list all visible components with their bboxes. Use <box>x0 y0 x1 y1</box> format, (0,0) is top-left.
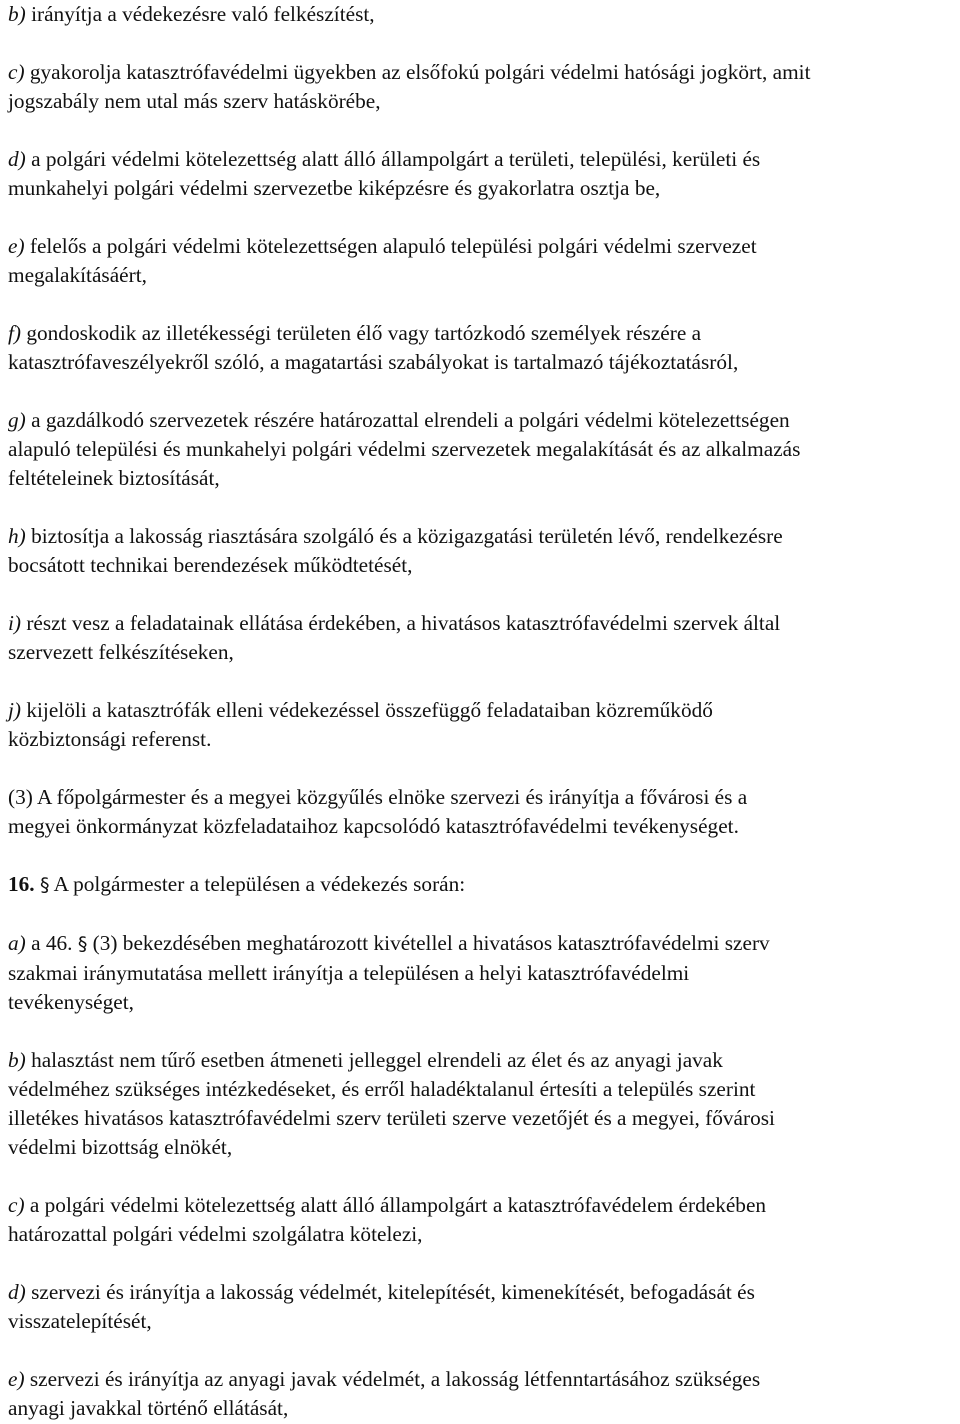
item-text: közbiztonsági referenst. <box>8 727 212 751</box>
paragraph-3 <box>8 783 954 841</box>
item-text: kijelöli a katasztrófák elleni védekezéssel összefüggő feladataiban közreműködő <box>26 698 713 722</box>
section-sign: § <box>77 933 88 955</box>
item-text: biztosítja a lakosság riasztására szolgáló és a közigazgatási területén lévő, rendelkezésre <box>31 524 783 548</box>
list-item-f <box>8 319 954 377</box>
item-marker: d) <box>8 1280 26 1304</box>
section-item-b <box>8 1046 954 1162</box>
item-text: halasztást nem tűrő esetben átmeneti jelleggel elrendeli az élet és az anyagi javak <box>31 1048 723 1072</box>
item-text: irányítja a védekezésre való felkészítést, <box>31 2 375 26</box>
item-marker: a) <box>8 931 26 955</box>
list-item-b <box>8 0 954 29</box>
list-item-d <box>8 145 954 203</box>
item-text: munkahelyi polgári védelmi szervezetbe kiképzésre és gyakorlatra osztja be, <box>8 176 661 200</box>
item-text: a 46. <box>31 931 73 955</box>
list-item-i <box>8 609 954 667</box>
item-text: védelméhez szükséges intézkedéseket, és erről haladéktalanul értesíti a település szerint <box>8 1077 756 1101</box>
item-text: tevékenységet, <box>8 990 134 1014</box>
item-text: gondoskodik az illetékességi területen élő vagy tartózkodó személyek részére a <box>26 321 702 345</box>
list-item-g <box>8 406 954 493</box>
item-marker: d) <box>8 147 26 171</box>
item-text: gyakorolja katasztrófavédelmi ügyekben az elsőfokú polgári védelmi hatósági jogkört, amit <box>29 60 811 84</box>
item-text: részt vesz a feladatainak ellátása érdekében, a hivatásos katasztrófavédelmi szervek által <box>26 611 781 635</box>
item-text: felelős a polgári védelmi kötelezettségen alapuló települési polgári védelmi szervezet <box>29 234 757 258</box>
item-text: (3) bekezdésében meghatározott kivétellel a hivatásos katasztrófavédelmi szerv <box>92 931 770 955</box>
item-marker: e) <box>8 1367 25 1391</box>
item-text: feltételeinek biztosítását, <box>8 466 220 490</box>
item-text: szervezett felkészítéseken, <box>8 640 234 664</box>
item-marker: b) <box>8 1048 26 1072</box>
section-item-a <box>8 929 954 1017</box>
item-text: anyagi javakkal történő ellátását, <box>8 1396 289 1420</box>
section-heading <box>8 870 954 900</box>
item-text: a polgári védelmi kötelezettség alatt álló állampolgárt a területi, települési, kerületi és <box>31 147 761 171</box>
item-text: szervezi és irányítja a lakosság védelmét, kitelepítését, kimenekítését, befogadását és <box>31 1280 755 1304</box>
list-item-h <box>8 522 954 580</box>
section-item-e <box>8 1365 954 1423</box>
paragraph-text: megyei önkormányzat közfeladataihoz kapcsolódó katasztrófavédelmi tevékenységet. <box>8 814 739 838</box>
item-text: illetékes hivatásos katasztrófavédelmi szerv területi szerve vezetőjét és a megyei, fővárosi <box>8 1106 775 1130</box>
section-number: 16. <box>8 872 35 896</box>
item-marker: c) <box>8 1193 25 1217</box>
section-item-d <box>8 1278 954 1336</box>
item-marker: e) <box>8 234 25 258</box>
item-text: alapuló települési és munkahelyi polgári védelmi szervezetek megalakítását és az alkalmazás <box>8 437 801 461</box>
item-text: bocsátott technikai berendezések működtetését, <box>8 553 413 577</box>
item-text: szervezi és irányítja az anyagi javak védelmét, a lakosság létfenntartásához szükséges <box>29 1367 761 1391</box>
item-text: a gazdálkodó szervezetek részére határozattal elrendeli a polgári védelmi kötelezettségen <box>31 408 790 432</box>
list-item-c <box>8 58 954 116</box>
item-text: visszatelepítését, <box>8 1309 152 1333</box>
list-item-j <box>8 696 954 754</box>
item-marker: f) <box>8 321 22 345</box>
item-text: szakmai iránymutatása mellett irányítja a településen a helyi katasztrófavédelmi <box>8 961 690 985</box>
section-sign: § <box>39 874 50 896</box>
document-page <box>8 0 954 1423</box>
section-item-c <box>8 1191 954 1249</box>
item-text: katasztrófaveszélyekről szóló, a magatartási szabályokat is tartalmazó tájékoztatásról, <box>8 350 739 374</box>
item-marker: g) <box>8 408 26 432</box>
item-text: megalakításáért, <box>8 263 147 287</box>
item-text: védelmi bizottság elnökét, <box>8 1135 233 1159</box>
item-marker: h) <box>8 524 26 548</box>
item-text: jogszabály nem utal más szerv hatáskörébe, <box>8 89 381 113</box>
section-title: A polgármester a településen a védekezés során: <box>53 872 466 896</box>
list-item-e <box>8 232 954 290</box>
item-marker: b) <box>8 2 26 26</box>
item-text: a polgári védelmi kötelezettség alatt álló állampolgárt a katasztrófavédelem érdekében <box>29 1193 767 1217</box>
item-marker: j) <box>8 698 22 722</box>
item-marker: c) <box>8 60 25 84</box>
item-marker: i) <box>8 611 22 635</box>
paragraph-text: (3) A főpolgármester és a megyei közgyűlés elnöke szervezi és irányítja a fővárosi és a <box>8 785 748 809</box>
item-text: határozattal polgári védelmi szolgálatra kötelezi, <box>8 1222 423 1246</box>
